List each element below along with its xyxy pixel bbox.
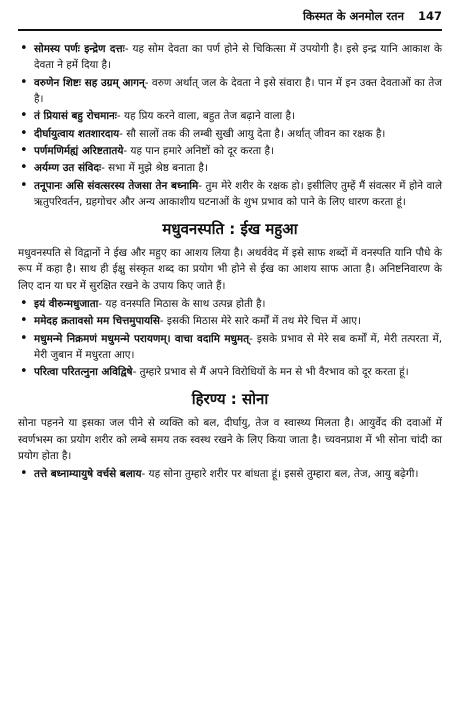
bullet-icon: • [20,125,28,141]
verse-term: अर्यम्ण उत संविदः [34,162,102,175]
verse-term: पर्णमणिर्मह्यं अरिष्टतातये [34,144,124,157]
list-item [18,313,442,329]
verse-meaning: - यह पान हमारे अनिष्टों को दूर करता है। [123,144,274,157]
bullet-icon: • [20,465,28,481]
verse-meaning: - इसके प्रभाव से मेरे सब कर्मों में, मेरी तत्परता में, मेरी जुबान में मधुरता आए। [34,332,442,361]
verse-term: तत्ते बध्नाम्यायुषे वर्चसे बलाय [34,467,142,480]
bullet-icon: • [20,364,28,380]
verse-term: दीर्घायुत्वाय शतशारदाय [34,127,120,140]
verse-term: परित्वा परितत्नुना अविद्विषे [34,366,133,379]
verse-term: इयं वीरुन्मधुजाता [34,297,99,310]
section-intro: सोना पहनने या इसका जल पीने से व्यक्ति को बल, दीर्घायु, तेज व स्वास्थ्य मिलता है। आयुर्वेद की दवाओं में स्वर्णभस्म का प्रयोग शरीर को लम्बे समय तक स्वस्थ रखने के लिए किया जाता है। च्यवनप्राश में भी सोना चांदी का प्रयोग होता है। [18,417,442,462]
list-item [18,143,442,159]
bullet-icon: • [20,160,28,176]
verse-meaning: - वरुण अर्थात् जल के देवता ने इसे संवारा है। पान में इन उक्त देवताओं का तेज है। [34,76,442,105]
bullet-icon: • [20,313,28,329]
verse-meaning: - सौ सालों तक की लम्बी सुखी आयु देता है। अर्थात् जीवन का रक्षक है। [119,127,386,140]
verse-meaning: - इसकी मिठास मेरे सारे कर्मों में तथ मेरे चित्त में आए। [159,315,361,328]
verse-meaning: - सभा में मुझे श्रेष्ठ बनाता है। [101,162,208,175]
list-item [18,126,442,142]
list-item [18,41,442,73]
bullet-icon: • [20,108,28,124]
section-intro: मधुवनस्पति से विद्वानों ने ईख और महुए का आशय लिया है। अथर्ववेद में इसे साफ शब्दों में वनस्पति यानि पौधे के रूप में कहा है। साथ ही ईक्षु संस्कृत शब्द का प्रयोग भी होने से ईख का आशय साफ आता है। अनिष्टनिवारण के लिए दान या घर में सुरक्षित रखने के उपाय किए जाते हैं। [18,247,442,292]
verse-term: सोमस्य पर्णः इन्द्रेण दत्तः [34,43,125,55]
header-title: किस्मत के अनमोल रतन [302,8,404,23]
bullet-icon: • [20,142,28,158]
verse-term: मधुमन्मे निक्रमणं मधुमन्मे परायणम्। वाचा वदामि मधुमत् [34,332,250,345]
bullet-icon: • [20,330,28,346]
verse-term: वरुणेन शिष्टः सह उग्रम् आगन् [34,76,145,89]
verse-meaning: - तुम मेरे शरीर के रक्षक हो। इसीलिए तुम्हें मैं संवत्सर में होने वाले ऋतुपरिवर्तन, ग्रहगोचर और अन्य आकाशीय घटनाओं के शुभ प्रभाव को पाने के लिए धारण करता हूं। [34,179,442,208]
verse-meaning: - यह सोना तुम्हारे शरीर पर बांधता हूं। इससे तुम्हारा बल, तेज, आयु बढ़ेगी। [141,467,419,480]
list-item [18,108,442,124]
bullet-icon: • [20,74,28,90]
list-item [18,160,442,176]
list-item [18,364,442,380]
list-item [18,296,442,312]
verse-meaning: - यह वनस्पति मिठास के साथ उत्पन्न होती है। [98,297,266,310]
section-heading-hiranya: हिरण्य : सोना [191,390,269,409]
bullet-icon: • [20,295,28,311]
verse-list-1 [18,41,442,210]
running-header [18,6,442,26]
page-number: 147 [417,8,442,23]
bullet-icon: • [20,177,28,193]
list-item [18,178,442,210]
verse-term: ममेदह क्रतावसो मम चित्तमुपायसि [34,315,160,328]
verse-list-2 [18,296,442,381]
list-item [18,75,442,107]
bullet-icon: • [20,41,28,56]
section-heading-madhuvanaspati: मधुवनस्पति : ईख महुआ [162,220,298,239]
verse-meaning: - तुम्हारे प्रभाव से मैं अपने विरोधियों के मन से भी वैरभाव को दूर करता हूं। [132,366,409,379]
list-item [18,466,442,482]
verse-list-3 [18,466,442,482]
verse-term: तनूपानः असि संवत्सरस्य तेजसा तेन बध्नामि [34,179,199,192]
verse-term: तं प्रियासं बहु रोचमानः [34,110,117,123]
verse-meaning: - यह प्रिय करने वाला, बहुत तेज बढ़ाने वाला है। [116,110,295,123]
header-rule [18,29,442,31]
verse-meaning: - यह सोम देवता का पर्ण होने से चिकित्सा में उपयोगी है। इसे इन्द्र यानि आकाश के देवता ने हमें दिया है। [34,43,442,72]
list-item [18,331,442,363]
